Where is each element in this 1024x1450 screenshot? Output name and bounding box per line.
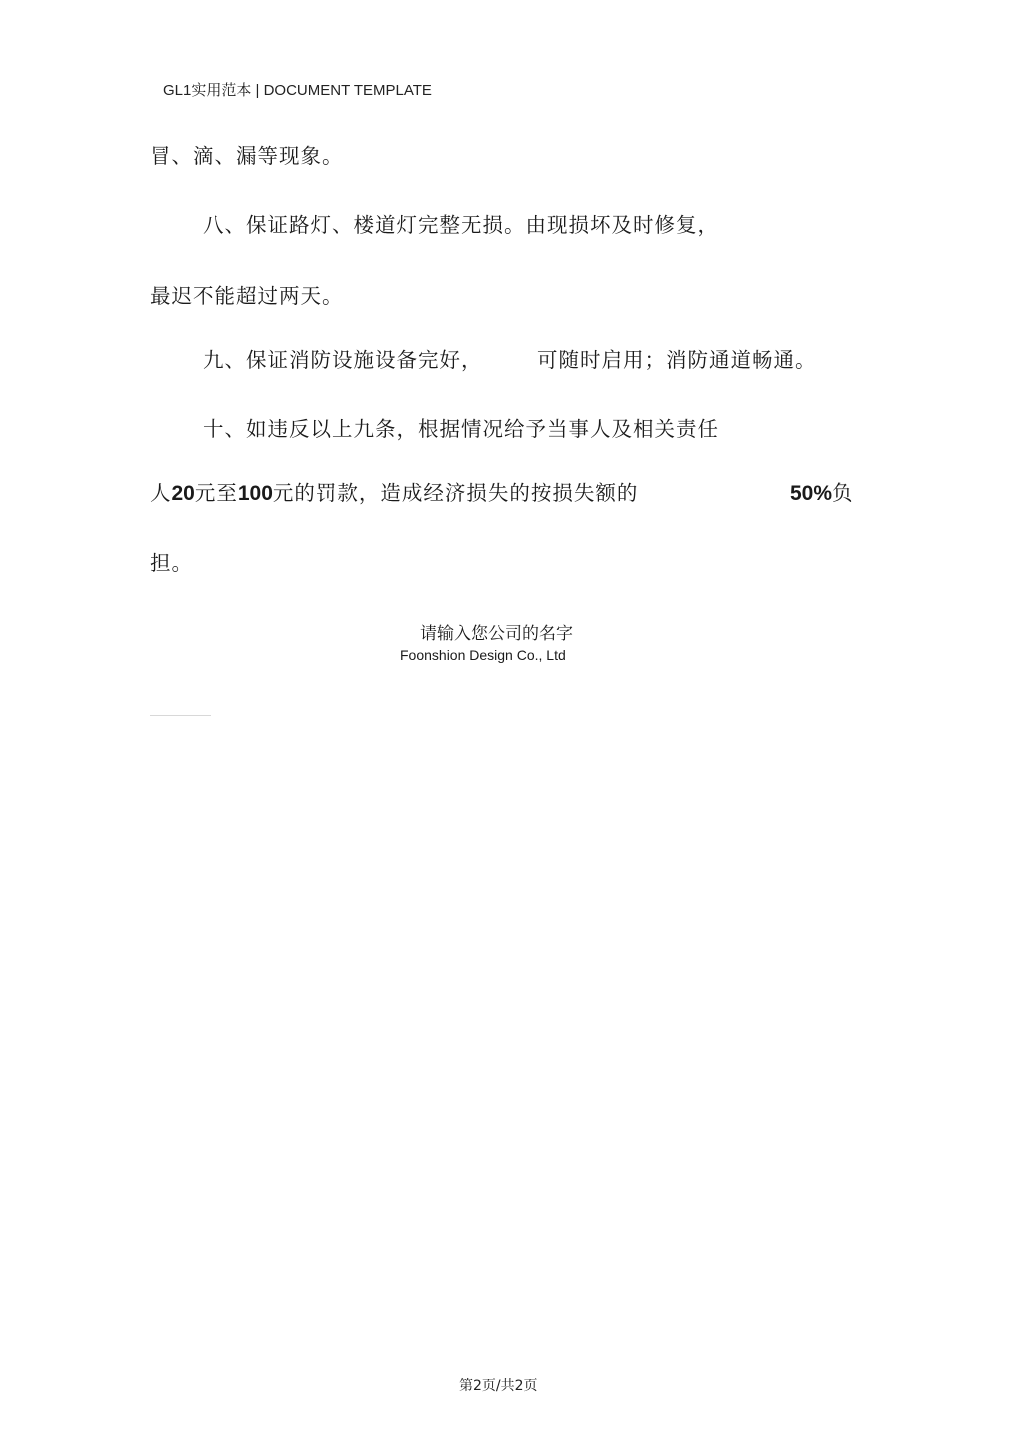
line6-text-2: 元至 [194,481,238,505]
body-line-item-8: 八、保证路灯、楼道灯完整无损。由现损坏及时修复， [203,213,719,237]
line6-number-3: 50% [790,482,833,505]
body-line-3: 最迟不能超过两天。 [150,284,344,308]
body-line-6 [150,476,638,506]
company-name-english: Foonshion Design Co., Ltd [400,647,566,663]
body-line-7: 担。 [150,551,193,575]
line6-number-2: 100 [237,482,273,505]
body-line-item-10: 十、如违反以上九条，根据情况给予当事人及相关责任 [203,417,719,441]
divider [150,715,211,716]
page-number: 第2页/共2页 [459,1378,538,1394]
body-line-item-9-part-2: 可随时启用；消防通道畅通。 [537,348,817,372]
line6-text-3: 元的罚款，造成经济损失的按损失额的 [272,481,639,505]
body-line-item-9-part-1: 九、保证消防设施设备完好， [203,348,483,372]
line6-text-1: 人 [150,481,172,505]
body-line-6-tail [790,476,854,506]
document-header: GL1实用范本 | DOCUMENT TEMPLATE [163,82,432,99]
body-line-1: 冒、滴、漏等现象。 [150,144,344,168]
line6-text-4: 负 [832,481,854,505]
line6-number-1: 20 [171,482,195,505]
company-name-chinese: 请输入您公司的名字 [420,624,573,644]
